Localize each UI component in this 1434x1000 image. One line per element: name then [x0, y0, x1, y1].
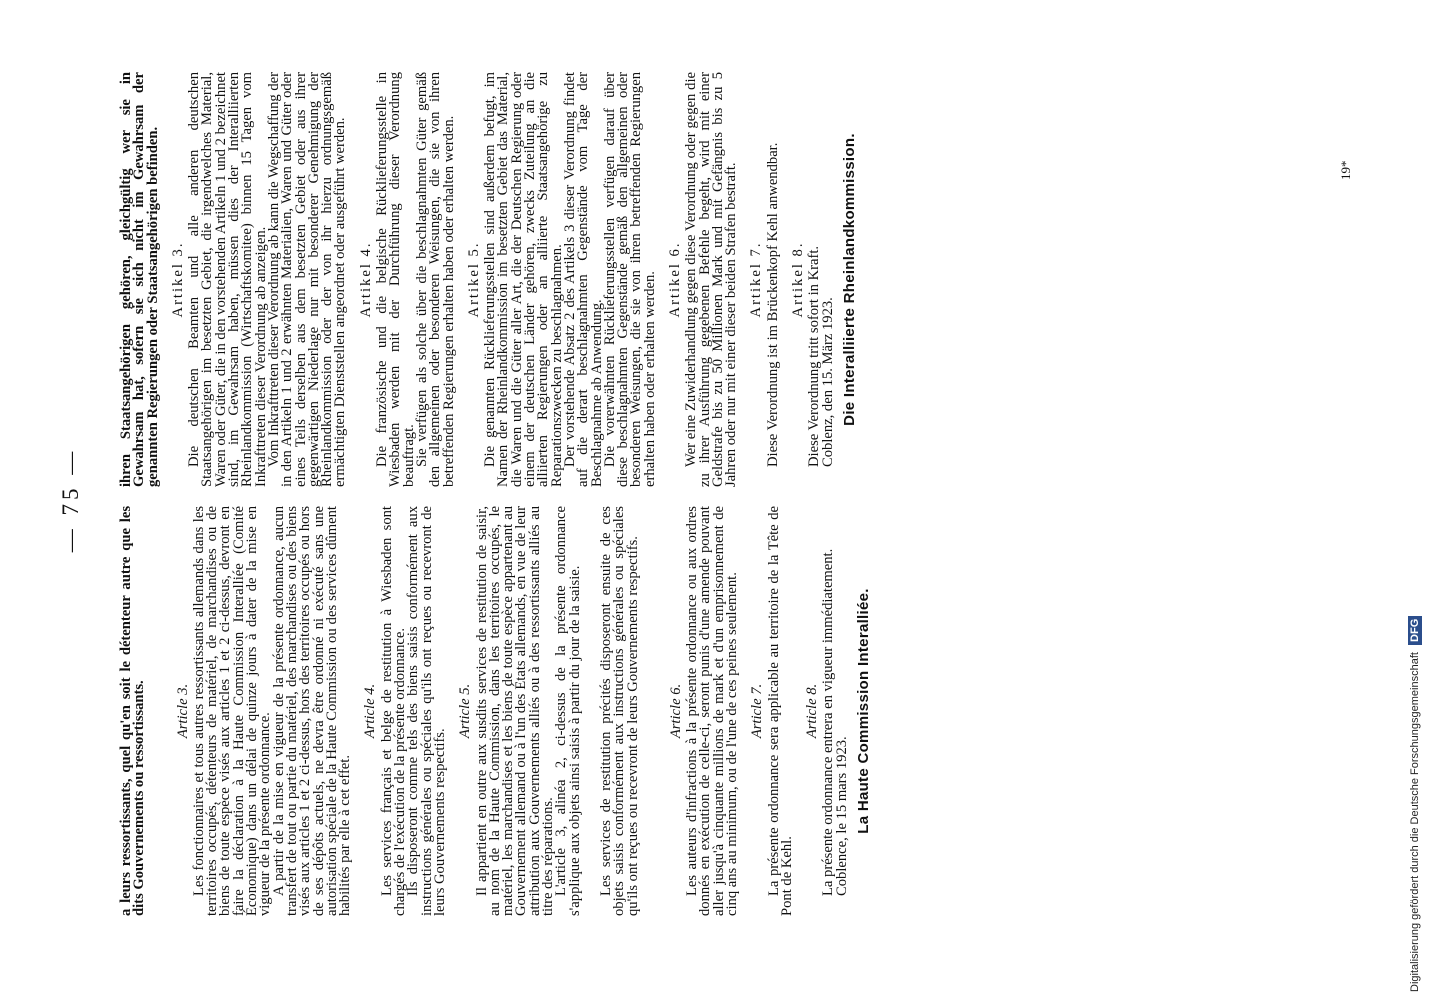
funding-note — [1403, 8, 1427, 992]
german-signature: Die Interalliierte Rheinlandkommission. — [840, 133, 858, 426]
dfg-logo: DFG — [1408, 616, 1422, 645]
german-article-8-p1: Diese Verordnung tritt sofort in Kraft. — [806, 245, 823, 467]
german-article-7-title: Artikel 7. — [748, 241, 765, 318]
french-article-4-p2: Ils disposeront comme tels des biens saisis conformément aux instructions générales ou spéciales qu'ils ont reçues ou recevront de leurs Gouvernements respectifs. — [405, 506, 448, 916]
french-article-5-p2: L'article 3, alinéa 2, ci-dessus de la présente ordonnance s'applique aux objets ainsi saisis à partir du jour de la saisie. — [553, 506, 583, 916]
french-article-7-title: Article 7. — [749, 683, 766, 739]
french-article-6-p1: Les auteurs d'infractions à la présente ordonnance ou aux ordres donnés en exécution de celle-ci, seront punis d'une amende pouvant aller jusqu'à cinquante millions de mark et d'un emprisonnement de cinq ans au minimum, ou de l'une de ces peines seulement. — [684, 506, 740, 916]
funding-sidebar — [1403, 8, 1427, 992]
french-signature: La Haute Commission Interalliée. — [855, 588, 873, 834]
german-article-3-title: Artikel 3. — [169, 241, 186, 318]
page-number: — 75 — — [58, 447, 83, 553]
french-place-date: Coblence, le 15 mars 1923. — [833, 736, 850, 896]
french-article-3-title: Article 3. — [174, 683, 191, 739]
german-article-5-title: Artikel 5. — [465, 241, 482, 318]
french-intro: a leurs ressortissants, quel qu'en soit le détenteur autre que les dits Gouvernements ou ressortissants. — [118, 506, 148, 916]
french-article-8-title: Article 8. — [804, 683, 821, 739]
french-article-5-title: Article 5. — [457, 683, 474, 739]
german-article-5-p1: Die genannten Rücklieferungsstellen sind außerdem befugt, im Namen der Rheinlandkommission im besetzten Gebiet das Material, die Waren und die Güter aller Art, die der Deutschen Regierung oder einem der deutschen Länder gehören, zwecks Zuteilung an die alliierten Regierungen oder an alliierte Staatsangehörige zu Reparationszwecken zu beschlagnahmen. — [482, 72, 565, 487]
signature-mark: 19* — [1338, 160, 1353, 180]
french-article-7-p1: La présente ordonnance sera applicable au territoire de la Tête de Pont de Kehl. — [765, 506, 795, 916]
german-article-3-p1: Die deutschen Beamten und alle anderen deutschen Staatsangehörigen im besetzten Gebiet, die irgendwelches Material, Waren oder Güter, die in den vorstehenden Artikeln 1 und 2 bezeichnet sind, im Gewahrsam haben, müssen dies der Interalliierten Rheinlandkommission (Wirtschaftskomitee) binnen 15 Tagen vom Inkrafttreten dieser Verordnung ab anzeigen. — [186, 72, 269, 487]
german-place-date: Coblenz, den 15. März 1923. — [819, 297, 836, 467]
french-article-4-title: Article 4. — [362, 683, 379, 739]
german-article-6-title: Artikel 6. — [666, 241, 683, 318]
german-column — [120, 72, 856, 487]
french-article-6-title: Article 6. — [667, 683, 684, 739]
german-article-3-p2: Vom Inkrafttreten dieser Verordnung ab kann die Wegschaffung der in den Artikeln 1 und 2 erwähnten Materialien, Waren und Güter oder eines Teils derselben aus dem besetzten Gebiet oder aus ihrer gegenwärtigen Niederlage nur mit besonderer Genehmigung der Rheinlandkommission oder der von ihr hierzu ordnungsgemäß ermächtigten Dienststellen angeordnet oder ausgeführt werden. — [265, 72, 349, 487]
german-article-6-p1: Wer eine Zuwiderhandlung gegen diese Verordnung oder gegen die zu ihrer Ausführung gegebenen Befehle begeht, wird mit einer Geldstrafe bis zu 50 Millionen Mark und mit Gefängnis bis zu 5 Jahren oder nur mit einer dieser beiden Strafen bestraft. — [683, 72, 740, 487]
funding-text: Digitalisierung gefördert durch die Deutsche Forschungsgemeinschaft — [1409, 652, 1421, 992]
french-article-3-p1: Les fonctionnaires et tous autres ressortissants allemands dans les territoires occupés, détenteurs de matériel, de marchandises ou de biens de toute espèce visés aux articles 1 et 2 ci-dessus, devront en faire la déclaration à la Haute Commission Interalliée (Comité Économique) dans un délai de quinze jours à dater de la mise en vigueur de la présente ordonnance. — [190, 506, 274, 916]
german-intro: ihren Staatsangehörigen gehören, gleichgültig wer sie in Gewahrsam hat, sofern sie sich nicht im Gewahrsam der genannten Regierungen oder Staatsangehörigen befinden. — [118, 72, 161, 487]
french-article-4-p1: Les services français et belge de restitution à Wiesbaden sont chargés de l'exécution de la présente ordonnance. — [378, 506, 409, 916]
german-article-5-p3: Die vorerwähnten Rücklieferungsstellen verfügen darauf über diese beschlagnahmten Gegenstände gemäß den allgemeinen oder besonderen Weisungen, die sie von ihren betreffenden Regierungen erhalten haben oder erhalten werden. — [601, 72, 658, 487]
german-article-7-p1: Diese Verordnung ist im Brückenkopf Kehl anwendbar. — [764, 142, 781, 467]
german-article-5-p2: Der vorstehende Absatz 2 des Artikels 3 dieser Verordnung findet auf die derart beschlagnahmten Gegenstände vom Tage der Beschlagnahme ab Anwendung. — [561, 72, 605, 487]
german-article-4-title: Artikel 4. — [357, 241, 374, 318]
french-article-5-p1: Il appartient en outre aux susdits services de restitution de saisir, au nom de la Haute Commission, dans les territoires occupés, le matériel, les marchandises et les biens de toute espèce appartenant au Gouvernement allemand ou à l'un des États allemands, en vue de leur attribution aux Gouvernements alliés ou à des ressortissants alliés au titre des réparations. — [473, 506, 557, 916]
french-article-8-p1: La présente ordonnance entrera en vigueur immédiatement. — [820, 548, 837, 896]
german-article-4-p2: Sie verfügen als solche über die beschlagnahmten Güter gemäß den allgemeinen oder besonderen Weisungen, die sie von ihren betreffenden Regierungen erhalten haben oder erhalten werden. — [413, 72, 457, 487]
german-article-4-p1: Die französische und die belgische Rücklieferungsstelle in Wiesbaden werden mit der Durchführung dieser Verordnung beauftragt. — [374, 72, 417, 487]
french-article-5-p3: Les services de restitution précités disposeront ensuite de ces objets saisis conformément aux instructions générales ou spéciales qu'ils ont reçues ou recevront de leurs Gouvernements respectifs. — [597, 506, 641, 916]
french-column — [118, 506, 873, 916]
german-article-8-title: Artikel 8. — [790, 241, 807, 318]
french-article-3-p2: A partir de la mise en vigueur de la présente ordonnance, aucun transfert de tout ou partie du matériel, des marchandises ou des biens visés aux articles 1 et 2 ci-dessus, hors des territoires occupés ou hors de ses dépôts actuels, ne devra être ordonné ni exécuté sans une autorisation spéciale de la Haute Commission ou des services dûment habilités par elle à cet effet. — [270, 506, 354, 916]
